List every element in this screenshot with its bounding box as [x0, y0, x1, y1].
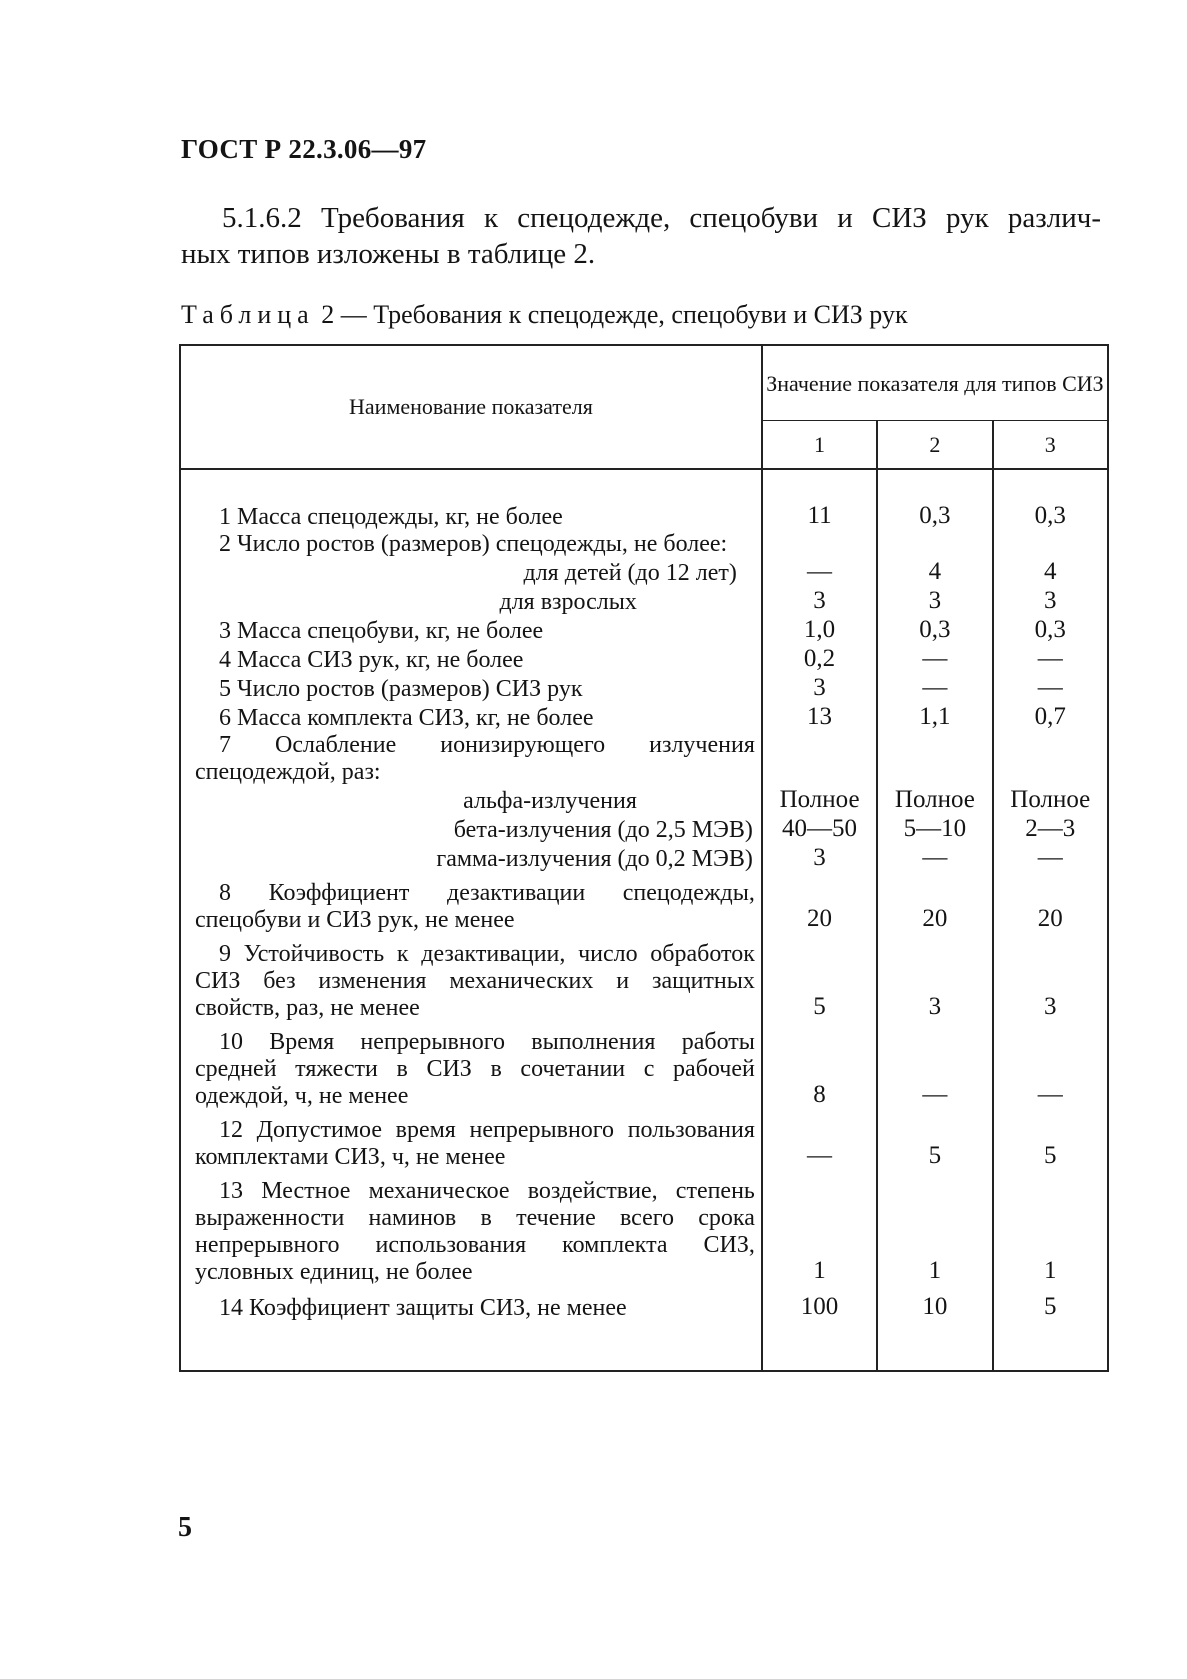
type-number-1: 1 [762, 421, 877, 470]
value-type-2: 20 [877, 873, 992, 934]
table-row [180, 815, 1108, 844]
value-type-1: 40—50 [762, 815, 877, 844]
value-type-1 [762, 531, 877, 558]
value-type-1: 1 [762, 1171, 877, 1286]
page-number: 5 [178, 1512, 192, 1543]
value-type-1: 11 [762, 502, 877, 531]
value-type-1: 0,2 [762, 645, 877, 674]
indicator-name-text: 9 Устойчивость к дезактивации, число обработок СИЗ без изменения механических и защитных свойств, раз, не менее [195, 941, 755, 1021]
indicator-name [180, 645, 762, 674]
indicator-name [180, 1110, 762, 1171]
indicator-name-text: гамма-излучения (до 0,2 МЭВ) [436, 846, 753, 872]
table-row [180, 1171, 1108, 1286]
value-type-3: 20 [993, 873, 1108, 934]
value-type-2: 0,3 [877, 502, 992, 531]
value-type-3: 5 [993, 1286, 1108, 1322]
value-type-2: 5 [877, 1110, 992, 1171]
indicator-name-text: 13 Местное механическое воздействие, степень выраженности наминов в течение всего срока непрерывного использования комплекта СИЗ, условных единиц, не более [195, 1178, 755, 1285]
value-type-1: 3 [762, 674, 877, 703]
value-type-2: 3 [877, 934, 992, 1022]
indicator-name [180, 587, 762, 616]
value-type-3 [993, 531, 1108, 558]
indicator-name-text: 5 Число ростов (размеров) СИЗ рук [219, 676, 583, 702]
indicator-name-text: для детей (до 12 лет) [523, 560, 737, 586]
indicator-name [180, 815, 762, 844]
caption-number: 2 [321, 300, 335, 329]
value-type-1: 13 [762, 703, 877, 732]
value-type-1: 1,0 [762, 616, 877, 645]
table-row [180, 645, 1108, 674]
indicator-name [180, 786, 762, 815]
value-type-3: — [993, 1022, 1108, 1110]
value-type-3: 2—3 [993, 815, 1108, 844]
value-type-1: Полное [762, 786, 877, 815]
value-type-1: 20 [762, 873, 877, 934]
table-row [180, 1022, 1108, 1110]
value-type-3: — [993, 645, 1108, 674]
caption-label: Таблица [181, 300, 315, 329]
value-type-3: — [993, 844, 1108, 873]
value-type-1: 3 [762, 587, 877, 616]
table-row [180, 674, 1108, 703]
indicator-name-text: 1 Масса спецодежды, кг, не более [219, 504, 563, 530]
value-type-2: Полное [877, 786, 992, 815]
indicator-name [180, 844, 762, 873]
value-type-3: 3 [993, 587, 1108, 616]
intro-paragraph [181, 200, 1101, 272]
indicator-name-text: 7 Ослабление ионизирующего излучения спецодеждой, раз: [195, 732, 755, 785]
indicator-name [180, 674, 762, 703]
table-row [180, 531, 1108, 558]
indicator-name-text: 6 Масса комплекта СИЗ, кг, не более [219, 705, 594, 731]
table-row [180, 1110, 1108, 1171]
indicator-name [180, 616, 762, 645]
indicator-name-text: для взрослых [499, 589, 637, 615]
value-type-2: 5—10 [877, 815, 992, 844]
value-type-3: 4 [993, 558, 1108, 587]
value-type-3: Полное [993, 786, 1108, 815]
indicator-name-text: 2 Число ростов (размеров) спецодежды, не более: [219, 531, 728, 557]
value-type-2 [877, 732, 992, 786]
type-number-3: 3 [993, 421, 1108, 470]
document-code: ГОСТ Р 22.3.06—97 [181, 134, 427, 164]
indicator-name-text: 4 Масса СИЗ рук, кг, не более [219, 647, 524, 673]
value-type-1: — [762, 1110, 877, 1171]
table-row [180, 786, 1108, 815]
value-type-2 [877, 531, 992, 558]
table-row [180, 844, 1108, 873]
table-row [180, 732, 1108, 786]
table-row [180, 703, 1108, 732]
intro-line-2: ных типов изложены в таблице 2. [181, 238, 596, 270]
indicator-name-text: 3 Масса спецобуви, кг, не более [219, 618, 544, 644]
indicator-name-text: альфа-излучения [463, 788, 637, 814]
value-type-2: — [877, 1022, 992, 1110]
indicator-name [180, 1022, 762, 1110]
intro-line-1: 5.1.6.2 Требования к спецодежде, спецобуви и СИЗ рук различ- [222, 202, 1101, 234]
value-type-2: 10 [877, 1286, 992, 1322]
indicator-name [180, 531, 762, 558]
value-type-3: 0,3 [993, 502, 1108, 531]
value-type-1 [762, 732, 877, 786]
requirements-table [179, 344, 1109, 1372]
value-type-3: 0,7 [993, 703, 1108, 732]
value-type-1: — [762, 558, 877, 587]
value-type-2: 1 [877, 1171, 992, 1286]
indicator-name [180, 873, 762, 934]
indicator-name [180, 1171, 762, 1286]
value-type-2: — [877, 674, 992, 703]
table-row [180, 587, 1108, 616]
table-row [180, 934, 1108, 1022]
value-type-3: 1 [993, 1171, 1108, 1286]
indicator-name-text: 14 Коэффициент защиты СИЗ, не менее [219, 1295, 627, 1321]
value-type-3 [993, 732, 1108, 786]
value-type-1: 100 [762, 1286, 877, 1322]
column-header-name: Наименование показателя [180, 345, 762, 469]
indicator-name-text: 12 Допустимое время непрерывного пользования комплектами СИЗ, ч, не менее [195, 1117, 755, 1170]
value-type-2: — [877, 645, 992, 674]
table-row [180, 502, 1108, 531]
value-type-3: 3 [993, 934, 1108, 1022]
indicator-name [180, 558, 762, 587]
value-type-1: 5 [762, 934, 877, 1022]
table-row [180, 1286, 1108, 1322]
column-header-values: Значение показателя для типов СИЗ [762, 345, 1108, 421]
indicator-name [180, 502, 762, 531]
value-type-1: 3 [762, 844, 877, 873]
table-caption [181, 300, 908, 330]
type-number-2: 2 [877, 421, 992, 470]
indicator-name [180, 732, 762, 786]
value-type-2: 4 [877, 558, 992, 587]
indicator-name-text: 8 Коэффициент дезактивации спецодежды, спецобуви и СИЗ рук, не менее [195, 880, 755, 933]
indicator-name [180, 703, 762, 732]
value-type-3: — [993, 674, 1108, 703]
indicator-name [180, 1286, 762, 1322]
indicator-name-text: бета-излучения (до 2,5 МЭВ) [453, 817, 753, 843]
table-row [180, 616, 1108, 645]
caption-text: — Требования к спецодежде, спецобуви и СИЗ рук [334, 300, 908, 329]
value-type-2: — [877, 844, 992, 873]
value-type-2: 3 [877, 587, 992, 616]
value-type-3: 5 [993, 1110, 1108, 1171]
table-row [180, 558, 1108, 587]
indicator-name [180, 934, 762, 1022]
value-type-2: 0,3 [877, 616, 992, 645]
value-type-1: 8 [762, 1022, 877, 1110]
value-type-2: 1,1 [877, 703, 992, 732]
table-row [180, 873, 1108, 934]
indicator-name-text: 10 Время непрерывного выполнения работы средней тяжести в СИЗ в сочетании с рабочей одеждой, ч, не менее [195, 1029, 755, 1109]
value-type-3: 0,3 [993, 616, 1108, 645]
